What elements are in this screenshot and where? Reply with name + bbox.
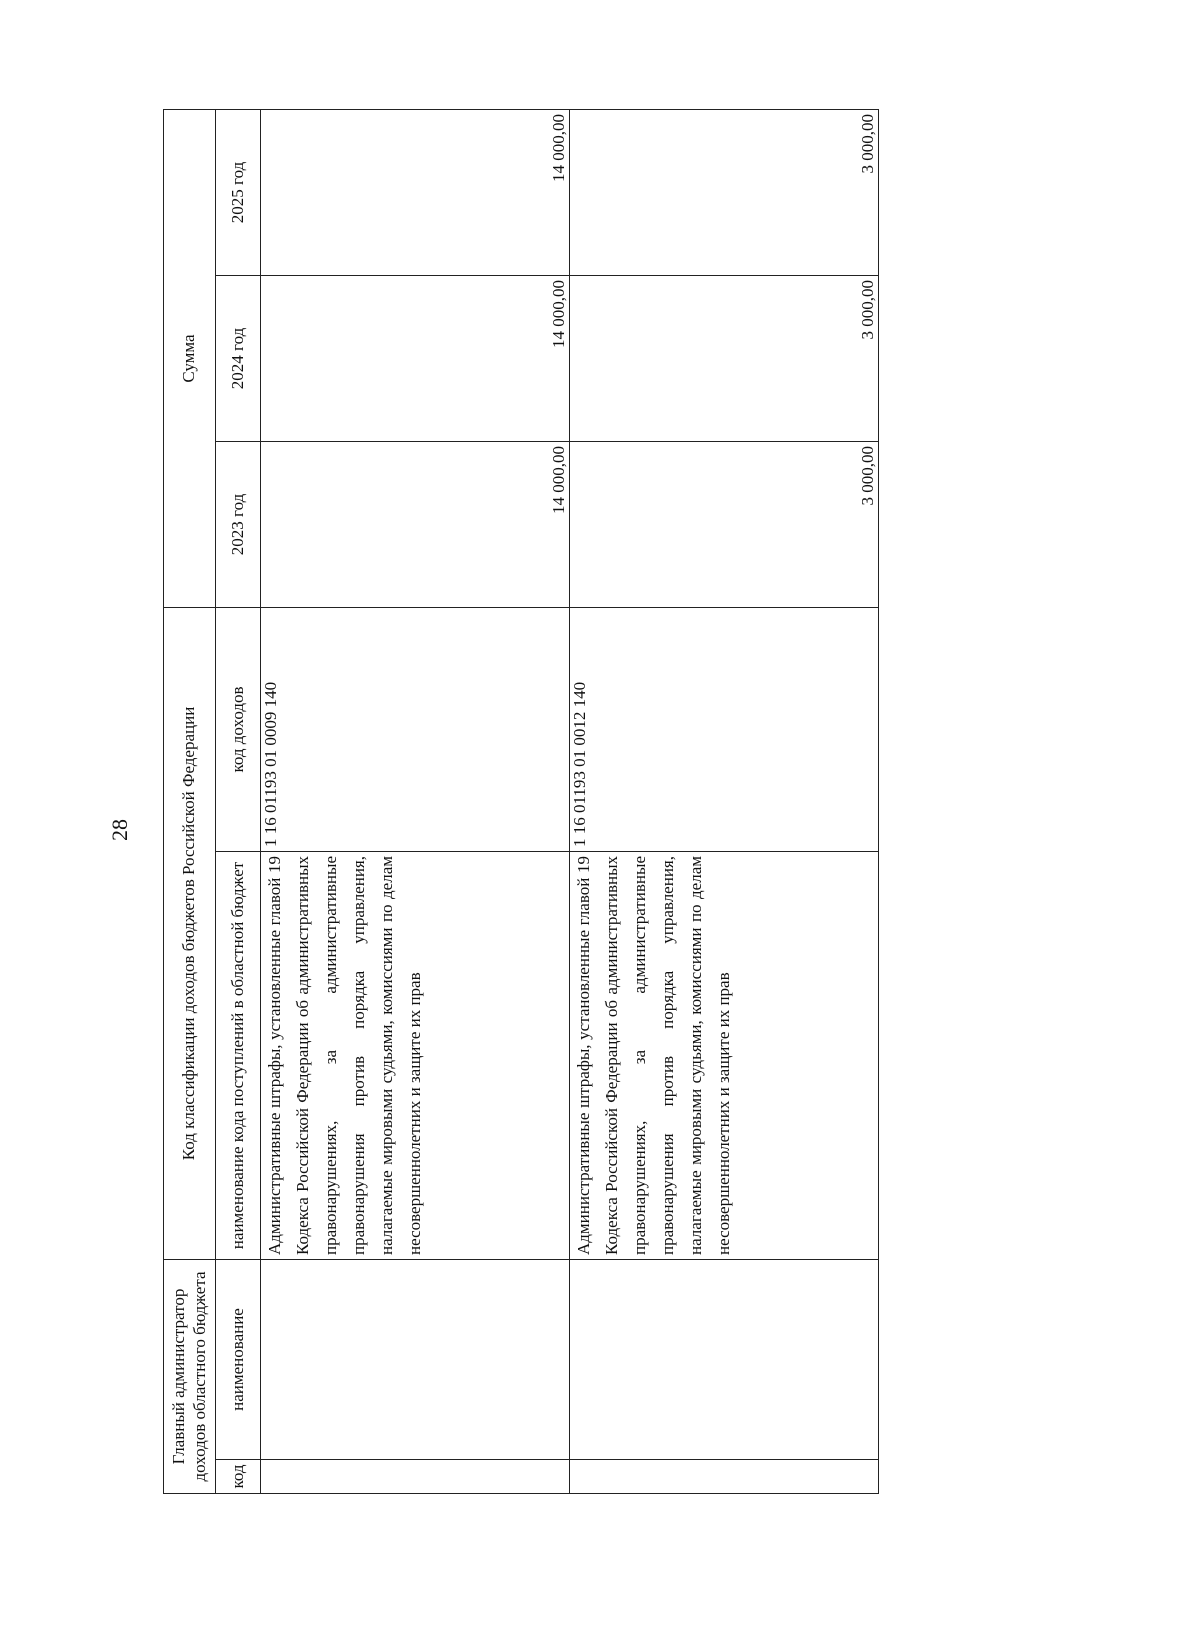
- cell-income-name: Административные штрафы, установленные главой 19 Кодекса Российской Федерации об административных правонарушениях, за административные правонарушения против порядка управления, налагаемые мировыми судьями, комиссиями по делам несовершеннолетних и защите их прав: [261, 852, 570, 1260]
- cell-income-code: 1 16 01193 01 0009 140: [261, 607, 570, 851]
- cell-amount-2023: 14 000,00: [261, 441, 570, 607]
- header-year-2023: 2023 год: [216, 441, 261, 607]
- header-admin-code: код: [216, 1460, 261, 1494]
- budget-table: [163, 109, 879, 1494]
- table-row: [570, 109, 879, 1493]
- header-income-code: код доходов: [216, 607, 261, 851]
- cell-admin-name: [570, 1260, 879, 1460]
- page-number: 28: [107, 819, 132, 841]
- table-row: [261, 109, 570, 1493]
- cell-amount-2025: 14 000,00: [261, 109, 570, 275]
- cell-admin-code: [261, 1460, 570, 1494]
- cell-admin-code: [570, 1460, 879, 1494]
- rotated-table-container: [163, 110, 879, 1494]
- header-year-2025: 2025 год: [216, 109, 261, 275]
- cell-income-code: 1 16 01193 01 0012 140: [570, 607, 879, 851]
- cell-amount-2025: 3 000,00: [570, 109, 879, 275]
- header-year-2024: 2024 год: [216, 275, 261, 441]
- cell-income-name: Административные штрафы, установленные главой 19 Кодекса Российской Федерации об административных правонарушениях, за административные правонарушения против порядка управления, налагаемые мировыми судьями, комиссиями по делам несовершеннолетних и защите их прав: [570, 852, 879, 1260]
- cell-admin-name: [261, 1260, 570, 1460]
- cell-amount-2023: 3 000,00: [570, 441, 879, 607]
- cell-amount-2024: 3 000,00: [570, 275, 879, 441]
- header-classification-group: Код классификации доходов бюджетов Российской Федерации: [164, 607, 216, 1259]
- header-admin-name: наименование: [216, 1260, 261, 1460]
- header-income-name: наименование кода поступлений в областной бюджет: [216, 852, 261, 1260]
- table-frame: [163, 110, 879, 1494]
- cell-amount-2024: 14 000,00: [261, 275, 570, 441]
- header-admin-group: Главный администратор доходов областного бюджета: [164, 1260, 216, 1494]
- header-sum-group: Сумма: [164, 109, 216, 607]
